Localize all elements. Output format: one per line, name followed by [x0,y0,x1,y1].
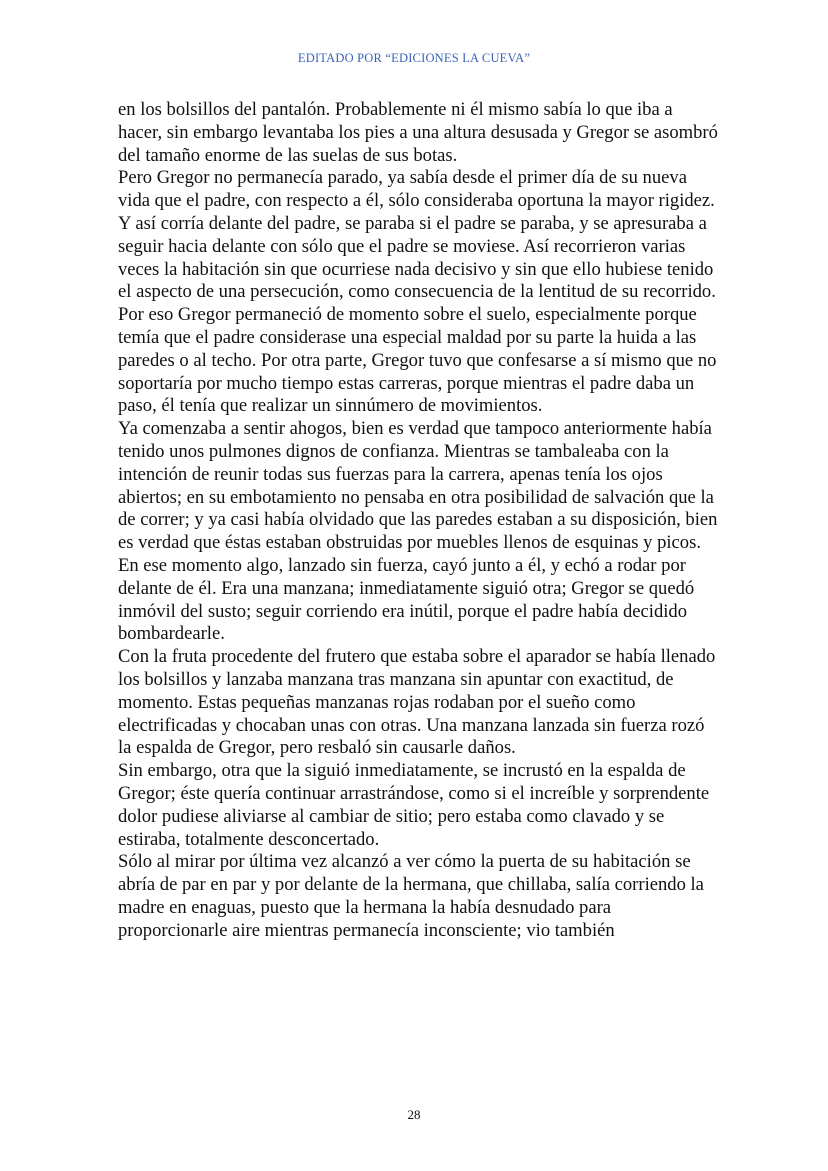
paragraph-7: Con la fruta procedente del frutero que estaba sobre el aparador se había llenado los bolsillos y lanzaba manzana tras manzana sin apuntar con exactitud, de momento. Estas pequeñas manzanas rojas rodaban por el sueño como electrificadas y chocaban unas con otras. Una manzana lanzada sin fuerza rozó la espalda de Gregor, pero resbaló sin causarle daños. [118,646,716,759]
paragraph-9: Sólo al mirar por última vez alcanzó a ver cómo la puerta de su habitación se abría de par en par y por delante de la hermana, que chillaba, salía corriendo la madre en enaguas, puesto que la hermana la había desnudado para proporcionarle aire mientras permanecía inconsciente; vio también [118,851,704,941]
page-number: 28 [407,1107,421,1122]
paragraph-8: Sin embargo, otra que la siguió inmediatamente, se incrustó en la espalda de Gregor; éste quería continuar arrastrándose, como si el increíble y sorprendente dolor pudiese aliviarse al cambiar de sitio; pero estaba como clavado y se estiraba, totalmente desconcertado. [118,760,710,850]
paragraph-5: Ya comenzaba a sentir ahogos, bien es verdad que tampoco anteriormente había tenido unos pulmones dignos de confianza. Mientras se tambaleaba con la intención de reunir todas sus fuerzas para la carrera, apenas tenía los ojos abiertos; en su embotamiento no pensaba en otra posibilidad de salvación que la de correr; y ya casi había olvidado que las paredes estaban a su disposición, bien es verdad que éstas estaban obstruidas por muebles llenos de esquinas y picos. [118,418,718,554]
body-text [118,99,718,942]
paragraph-3: Y así corría delante del padre, se paraba si el padre se paraba, y se apresuraba a seguir hacia delante con sólo que el padre se moviese. Así recorrieron varias veces la habitación sin que ocurriese nada decisivo y sin que ello hubiese tenido el aspecto de una persecución, como consecuencia de la lentitud de su recorrido. [118,212,716,303]
paragraph-4: Por eso Gregor permaneció de momento sobre el suelo, especialmente porque temía que el padre considerase una especial maldad por su parte la huida a las paredes o al techo. Por otra parte, Gregor tuvo que confesarse a sí mismo que no soportaría por mucho tiempo estas carreras, porque mientras el padre daba un paso, él tenía que realizar un sinnúmero de movimientos. [118,304,717,417]
paragraph-1: en los bolsillos del pantalón. Probablemente ni él mismo sabía lo que iba a hacer, sin embargo levantaba los pies a una altura desusada y Gregor se asombró del tamaño enorme de las suelas de sus botas. [118,99,718,166]
page-header: EDITADO POR “EDICIONES LA CUEVA” [297,51,531,65]
paragraph-2: Pero Gregor no permanecía parado, ya sabía desde el primer día de su nueva vida que el padre, con respecto a él, sólo consideraba oportuna la mayor rigidez. [118,167,715,212]
paragraph-6: En ese momento algo, lanzado sin fuerza, cayó junto a él, y echó a rodar por delante de él. Era una manzana; inmediatamente siguió otra; Gregor se quedó inmóvil del susto; seguir corriendo era inútil, porque el padre había decidido bombardearle. [118,554,695,645]
